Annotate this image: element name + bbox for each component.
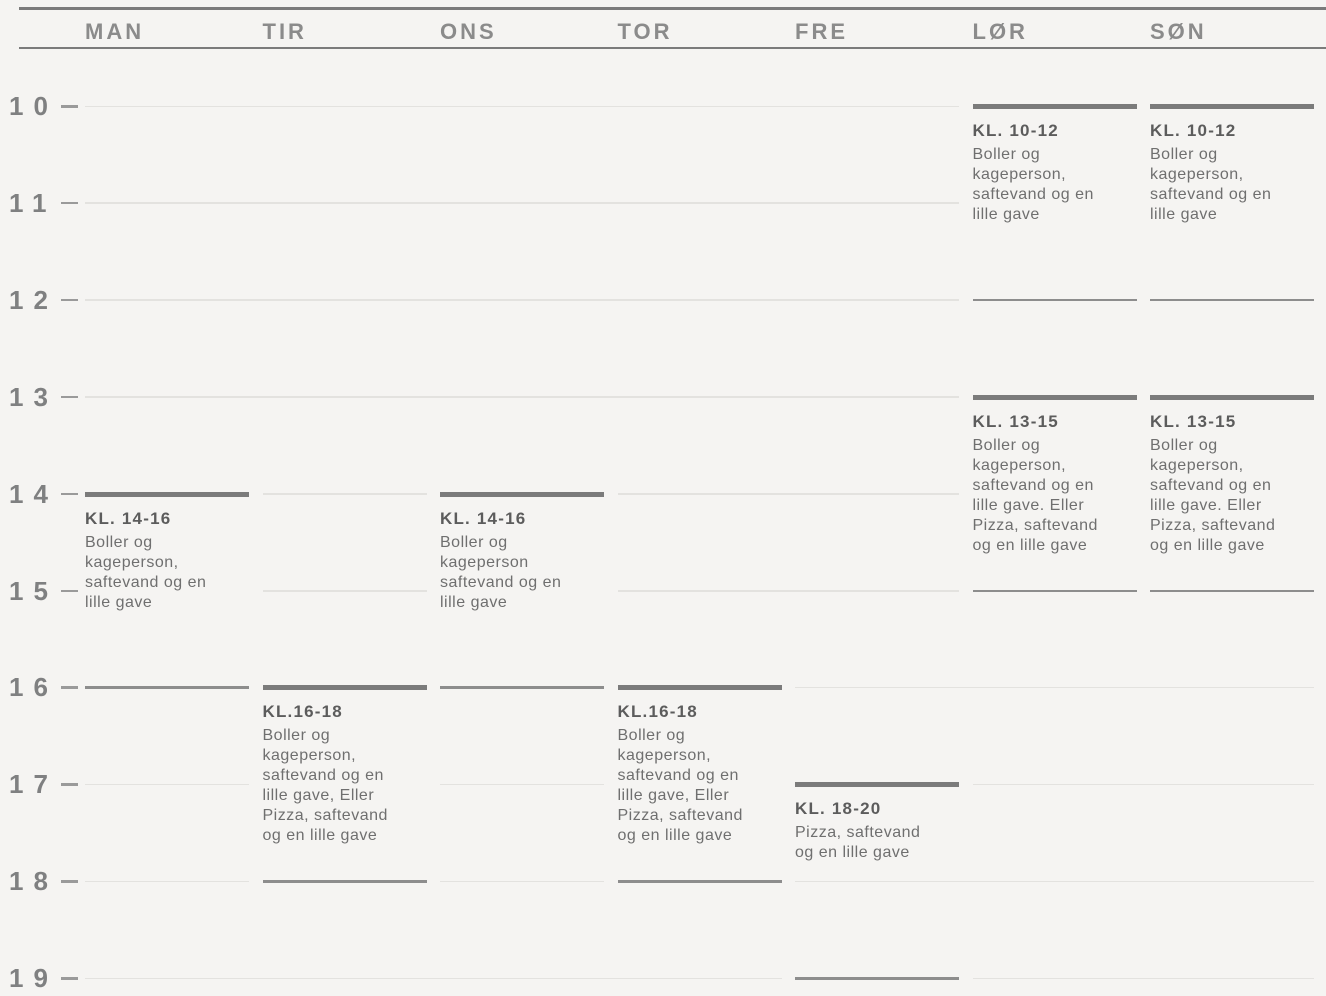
event-description: Boller og kageperson, saftevand og en lille gave xyxy=(1150,146,1272,223)
gridline-ons-16 xyxy=(440,686,604,689)
event-time-label: KL. 14-16 xyxy=(85,508,172,528)
gridline-tor-18 xyxy=(618,880,782,883)
gridline-son-15 xyxy=(1150,590,1314,593)
gridline-man-18 xyxy=(85,881,249,883)
gridline-fre-18 xyxy=(795,881,1314,883)
day-header-tir: TIR xyxy=(262,19,307,44)
day-header-fre: FRE xyxy=(795,19,848,44)
event-time-label: KL. 18-20 xyxy=(795,799,882,819)
event-time-label: KL.16-18 xyxy=(262,702,343,722)
event-time-label: KL. 10-12 xyxy=(972,121,1059,140)
hour-label-10: 10 xyxy=(9,91,58,121)
gridline-fre-16 xyxy=(795,687,1314,689)
event-description: Boller og kageperson, saftevand og en lille gave, Eller Pizza, saftevand og en lille gave xyxy=(262,727,388,845)
gridline-man-10 xyxy=(85,106,959,108)
gridline-man-13 xyxy=(85,396,959,398)
event-description: Boller og kageperson, saftevand og en lille gave. Eller Pizza, saftevand og en lille gave xyxy=(972,436,1098,554)
hour-tick-11 xyxy=(61,202,78,205)
event-fre-18-20[interactable] xyxy=(795,787,959,863)
hour-label-14: 14 xyxy=(9,478,58,509)
hour-label-18: 18 xyxy=(9,866,58,897)
gridline-lor-17 xyxy=(973,784,1315,786)
gridline-ons-18 xyxy=(440,881,604,883)
gridline-man-19 xyxy=(85,978,782,980)
event-son-10-12[interactable] xyxy=(1150,109,1314,225)
hour-tick-19 xyxy=(61,977,78,980)
event-man-14-16[interactable] xyxy=(85,497,249,613)
gridline-lor-19 xyxy=(973,978,1315,980)
hour-label-15: 15 xyxy=(9,575,58,606)
gridline-tir-15 xyxy=(263,590,427,592)
event-tir-16-18[interactable] xyxy=(263,690,427,846)
header-top-rule xyxy=(19,7,1326,10)
hour-tick-18 xyxy=(61,880,78,883)
event-time-label: KL.16-18 xyxy=(617,702,698,722)
hour-tick-13 xyxy=(61,396,78,399)
gridline-tor-15 xyxy=(618,590,960,592)
event-description: Boller og kageperson, saftevand og en lille gave xyxy=(85,533,207,611)
event-lor-13-15[interactable] xyxy=(973,400,1137,556)
gridline-tir-14 xyxy=(263,493,427,495)
hour-tick-17 xyxy=(61,783,78,786)
gridline-fre-19 xyxy=(795,977,959,980)
hour-label-12: 12 xyxy=(9,284,58,315)
header-divider-rule xyxy=(19,47,1326,49)
gridline-tir-18 xyxy=(263,880,427,883)
event-ons-14-16[interactable] xyxy=(440,497,604,613)
event-description: Pizza, saftevand og en lille gave xyxy=(795,824,921,862)
hour-label-11: 11 xyxy=(9,187,57,218)
hour-tick-12 xyxy=(61,299,78,302)
event-time-label: KL. 13-15 xyxy=(1150,411,1237,431)
hour-tick-14 xyxy=(61,493,78,496)
gridline-man-16 xyxy=(85,686,249,689)
gridline-son-12 xyxy=(1150,299,1314,302)
gridline-lor-12 xyxy=(973,299,1137,302)
day-header-ons: ONS xyxy=(440,19,497,44)
hour-label-19: 19 xyxy=(9,963,58,994)
gridline-tor-14 xyxy=(618,493,960,495)
event-son-13-15[interactable] xyxy=(1150,400,1314,556)
hour-tick-10 xyxy=(61,105,78,108)
event-time-label: KL. 14-16 xyxy=(440,508,527,528)
gridline-lor-15 xyxy=(973,590,1137,593)
event-time-label: KL. 10-12 xyxy=(1150,121,1237,140)
event-description: Boller og kageperson, saftevand og en lille gave xyxy=(972,146,1094,223)
gridline-ons-17 xyxy=(440,784,604,786)
hour-label-13: 13 xyxy=(9,381,58,412)
gridline-man-12 xyxy=(85,299,959,301)
day-header-man: MAN xyxy=(85,19,145,44)
gridline-man-11 xyxy=(85,202,959,204)
day-header-son: SØN xyxy=(1150,19,1207,44)
event-description: Boller og kageperson, saftevand og en lille gave, Eller Pizza, saftevand og en lille gave xyxy=(617,727,743,845)
event-time-label: KL. 13-15 xyxy=(972,411,1059,431)
event-description: Boller og kageperson saftevand og en lille gave xyxy=(440,533,562,611)
gridline-man-17 xyxy=(85,784,249,786)
event-lor-10-12[interactable] xyxy=(973,109,1137,225)
hour-label-17: 17 xyxy=(9,769,58,800)
hour-tick-16 xyxy=(61,686,78,689)
day-header-lor: LØR xyxy=(972,19,1028,44)
event-tor-16-18[interactable] xyxy=(618,690,782,846)
event-description: Boller og kageperson, saftevand og en lille gave. Eller Pizza, saftevand og en lille gave xyxy=(1150,436,1276,554)
hour-tick-15 xyxy=(61,590,78,593)
day-header-tor: TOR xyxy=(617,19,673,44)
hour-label-16: 16 xyxy=(9,672,58,703)
